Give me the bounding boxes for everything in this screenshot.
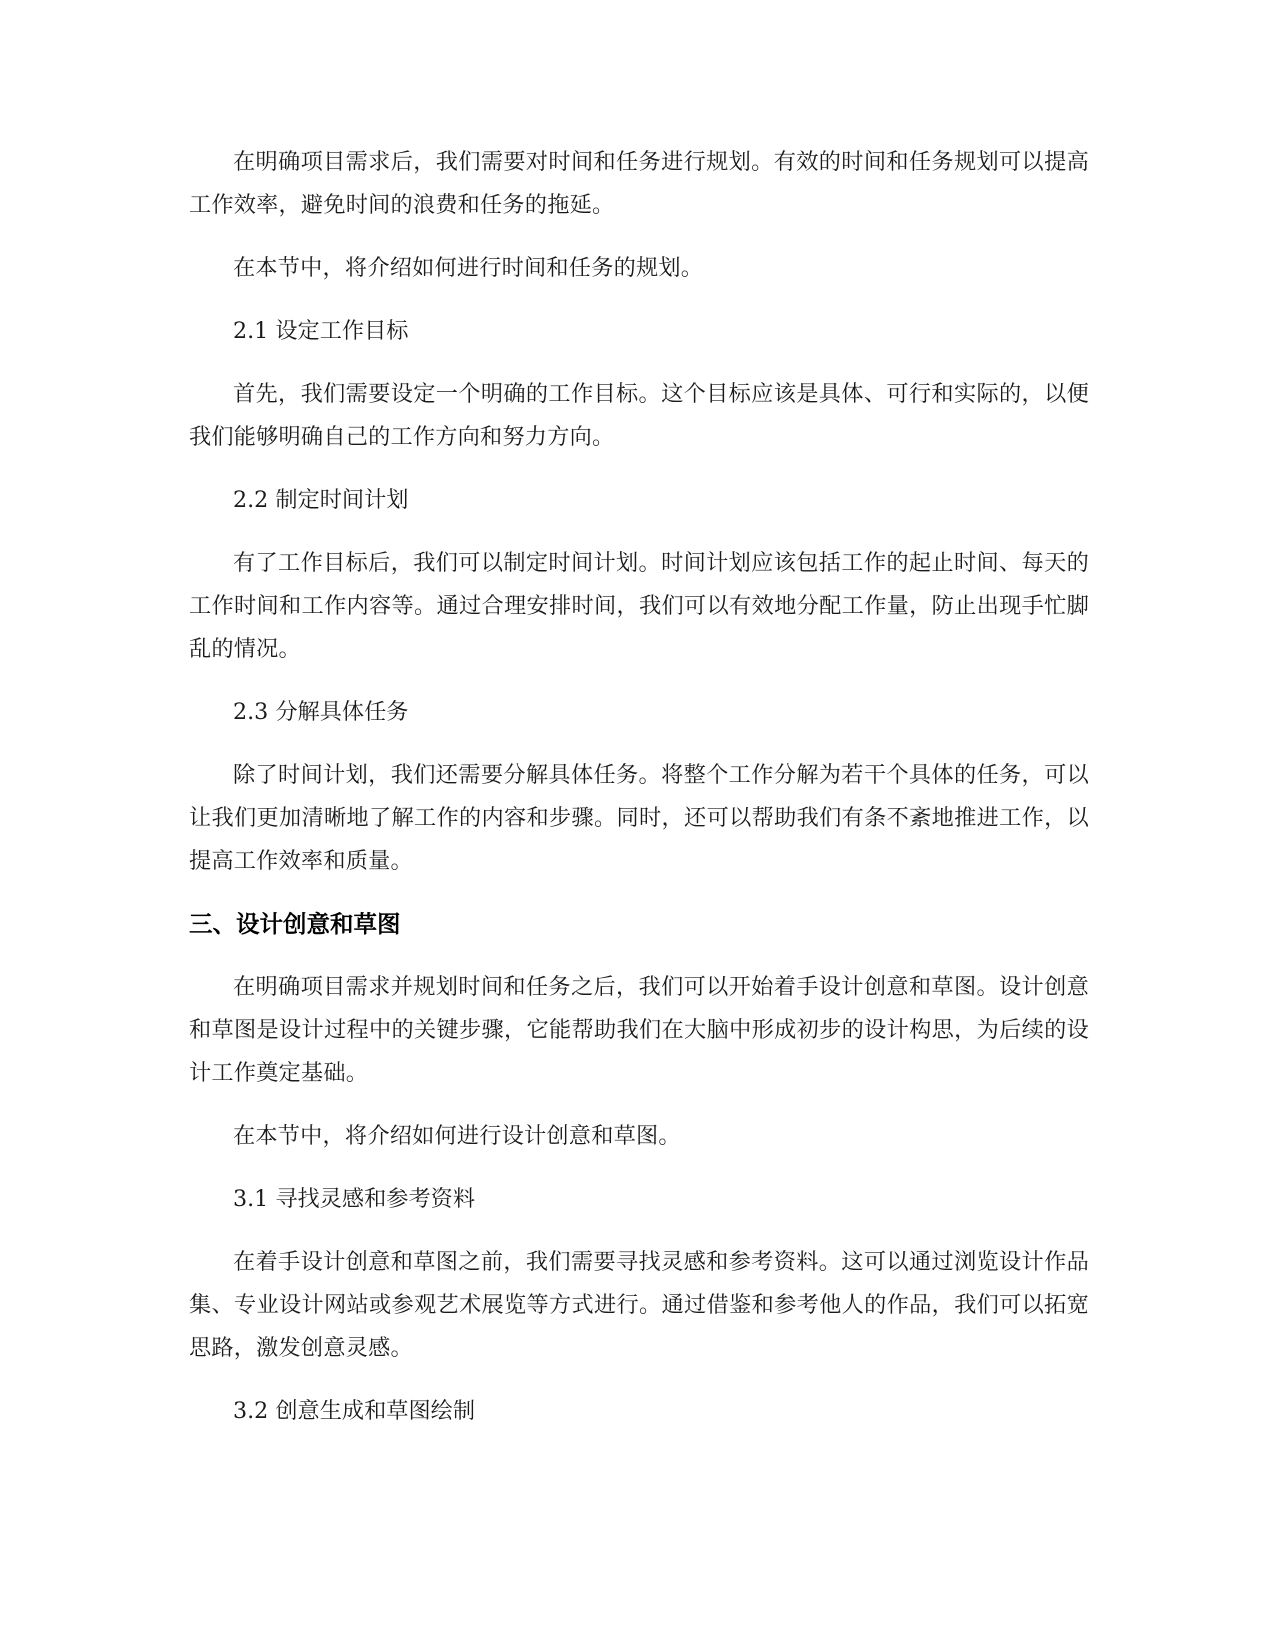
subheading-2-1: 2.1 设定工作目标	[233, 318, 409, 344]
subheading-2-3: 2.3 分解具体任务	[233, 699, 409, 725]
paragraph-2-1: 首先，我们需要设定一个明确的工作目标。这个目标应该是具体、可行和实际的，以便我们能够明确自己的工作方向和努力方向。	[189, 381, 1089, 450]
paragraph-planning-section-note: 在本节中，将介绍如何进行时间和任务的规划。	[233, 255, 704, 281]
paragraph-design-intro: 在明确项目需求并规划时间和任务之后，我们可以开始着手设计创意和草图。设计创意和草图是设计过程中的关键步骤，它能帮助我们在大脑中形成初步的设计构思，为后续的设计工作奠定基础。	[189, 974, 1089, 1086]
subheading-3-2: 3.2 创意生成和草图绘制	[233, 1398, 476, 1424]
paragraph-planning-intro: 在明确项目需求后，我们需要对时间和任务进行规划。有效的时间和任务规划可以提高工作效率，避免时间的浪费和任务的拖延。	[189, 149, 1089, 218]
subheading-3-1: 3.1 寻找灵感和参考资料	[233, 1186, 476, 1212]
paragraph-2-3: 除了时间计划，我们还需要分解具体任务。将整个工作分解为若干个具体的任务，可以让我们更加清晰地了解工作的内容和步骤。同时，还可以帮助我们有条不紊地推进工作，以提高工作效率和质量。	[189, 762, 1089, 874]
paragraph-3-1: 在着手设计创意和草图之前，我们需要寻找灵感和参考资料。这可以通过浏览设计作品集、专业设计网站或参观艺术展览等方式进行。通过借鉴和参考他人的作品，我们可以拓宽思路，激发创意灵感。	[189, 1249, 1089, 1361]
paragraph-design-section-note: 在本节中，将介绍如何进行设计创意和草图。	[233, 1123, 681, 1149]
document-body	[189, 141, 1089, 1453]
paragraph-2-2: 有了工作目标后，我们可以制定时间计划。时间计划应该包括工作的起止时间、每天的工作时间和工作内容等。通过合理安排时间，我们可以有效地分配工作量，防止出现手忙脚乱的情况。	[189, 550, 1089, 662]
section-heading-3: 三、设计创意和草图	[189, 910, 401, 938]
subheading-2-2: 2.2 制定时间计划	[233, 487, 409, 513]
